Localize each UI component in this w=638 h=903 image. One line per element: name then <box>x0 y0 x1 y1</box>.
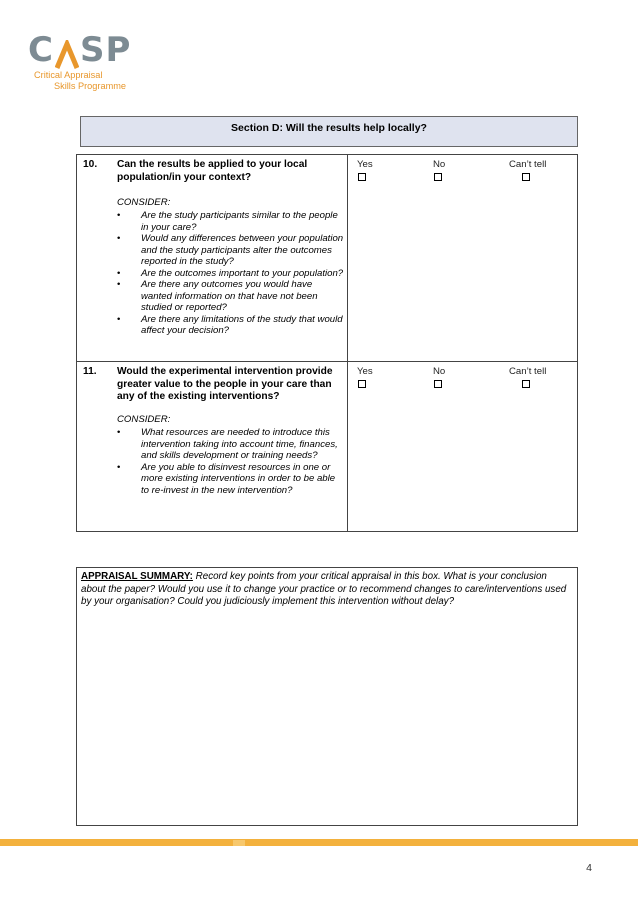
consider-item: • Are the outcomes important to your population? <box>117 267 344 279</box>
casp-logo <box>28 30 138 96</box>
bullet-icon: • <box>117 461 121 473</box>
consider-item: • What resources are needed to introduce this intervention taking into account time, finances, and skills development or training needs? <box>117 427 338 461</box>
option-yes-label: Yes <box>357 159 373 170</box>
appraisal-summary-box[interactable] <box>76 567 578 826</box>
option-no-label: No <box>433 159 446 170</box>
summary-instructions: Record key points from your critical appraisal in this box. What is your conclusion about the paper? Would you use it to change your practice or to recommend changes to care/interventions used by your organisation? Could you judiciously implement this intervention without delay? <box>81 571 567 607</box>
consider-item: • Would any differences between your population and the study participants alter the outcomes reported in the study? <box>117 233 344 267</box>
yes-checkbox[interactable] <box>358 380 366 388</box>
option-cant-tell-label: Can’t tell <box>509 366 547 377</box>
option-cant-tell-label: Can’t tell <box>509 159 547 170</box>
bullet-icon: • <box>117 233 121 244</box>
footer-bar-accent <box>233 840 245 846</box>
question-number: 11. <box>83 366 97 377</box>
consider-label: CONSIDER: <box>117 414 171 425</box>
bullet-icon: • <box>117 210 121 221</box>
question-title: Would the experimental intervention provide greater value to the people in your care than any of the existing interventions? <box>117 366 333 402</box>
option-yes-label: Yes <box>357 366 373 377</box>
consider-item: • Are the study participants similar to the people in your care? <box>117 210 338 233</box>
consider-label: CONSIDER: <box>117 197 171 208</box>
logo-letters-left: C <box>28 30 54 70</box>
bullet-icon: • <box>117 313 121 325</box>
consider-list <box>117 210 345 337</box>
bullet-icon: • <box>117 267 121 279</box>
logo-letters-right: SP <box>79 30 132 70</box>
consider-item: • Are you able to disinvest resources in one or more existing interventions in order to be able to re-invest in the new intervention? <box>117 461 336 496</box>
page-number: 4 <box>586 862 592 874</box>
question-number: 10. <box>83 159 98 170</box>
summary-heading: APPRAISAL SUMMARY: <box>81 571 193 582</box>
consider-list <box>117 427 345 496</box>
bullet-icon: • <box>117 279 121 290</box>
section-header: Section D: Will the results help locally? <box>80 116 578 147</box>
questions-table <box>76 154 578 532</box>
bullet-icon: • <box>117 427 121 438</box>
yes-checkbox[interactable] <box>358 173 366 181</box>
question-row-11 <box>77 362 577 531</box>
question-row-10 <box>77 155 577 362</box>
option-no-label: No <box>433 366 446 377</box>
footer-bar <box>0 839 638 846</box>
consider-item: • Are there any outcomes you would have wanted information on that have not been studied or reported? <box>117 279 318 313</box>
consider-item: • Are there any limitations of the study that would affect your decision? <box>117 313 343 336</box>
cant-tell-checkbox[interactable] <box>522 173 530 181</box>
no-checkbox[interactable] <box>434 173 442 181</box>
question-title: Can the results be applied to your local population/in your context? <box>117 159 308 183</box>
cant-tell-checkbox[interactable] <box>522 380 530 388</box>
logo-a-glyph <box>55 40 79 70</box>
no-checkbox[interactable] <box>434 380 442 388</box>
logo-subtitle-line1: Critical Appraisal <box>34 70 103 80</box>
logo-wordmark <box>28 30 131 70</box>
logo-subtitle-line2: Skills Programme <box>54 81 126 91</box>
